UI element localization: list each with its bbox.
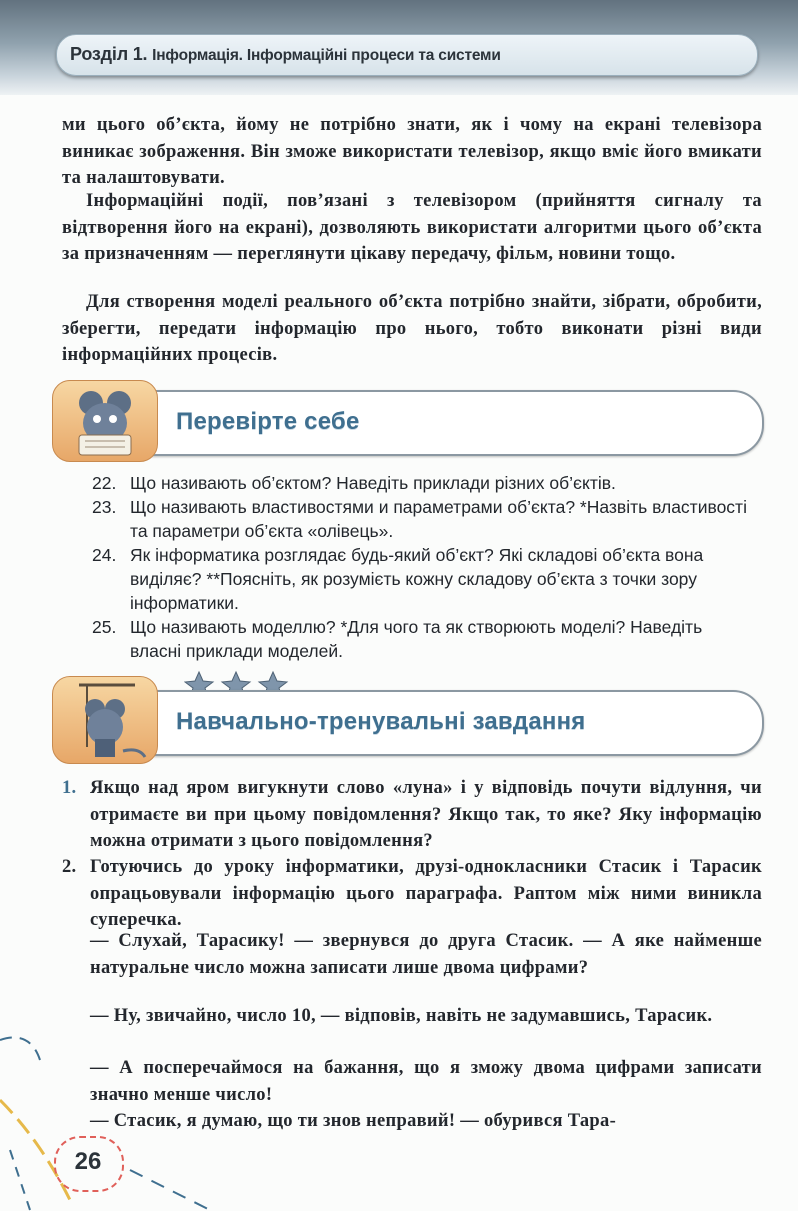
dialogue-line: — Слухай, Тарасику! — звернувся до друга Стасик. — А яке найменше натуральне число можна записати лише двома цифрами? (90, 931, 762, 978)
body-paragraph-2: Інформаційні події, пов’язані з телевізором (прийняття сигналу та відтворення його на екрані), дозволяють використати алгоритми цього об’єкта за призначенням — переглянути цікаву передачу, фільм, новини тощо. (62, 191, 762, 264)
reading-mouse-illustration (52, 380, 158, 462)
task-item (62, 854, 762, 934)
question-item (92, 543, 756, 615)
body-paragraph-1: ми цього об’єкта, йому не потрібно знати, як і чому на екрані телевізора виникає зображення. Він зможе використати телевізор, якщо вміє його вмикати та налаштовувати. (62, 115, 762, 188)
check-questions-list (92, 471, 756, 663)
question-number: 22. (92, 473, 117, 493)
task-text: Готуючись до уроку інформатики, друзі-однокласники Стасик і Тарасик опрацьовували інформацію цього параграфа. Раптом між ними виникла суперечка. (90, 857, 762, 930)
dialogue-line: — Ну, звичайно, число 10, — відповів, навіть не задумавшись, Тарасик. (90, 1006, 713, 1026)
task-item (62, 775, 762, 855)
question-number: 23. (92, 497, 117, 517)
question-item (92, 495, 756, 543)
question-text: Що називають моделлю? *Для чого та як створюють моделі? Наведіть власні приклади моделей. (130, 617, 703, 661)
dialogue-line: — Стасик, я думаю, що ти знов неправий! — обурився Тара- (90, 1111, 617, 1131)
question-item (92, 471, 756, 495)
task-text: Якщо над яром вигукнути слово «луна» і у відповідь почути відлуння, чи отримаєте ви при цьому повідомлення? Якщо так, то яке? Яку інформацію можна отримати з цього повідомлення? (90, 778, 762, 851)
chapter-subtitle: Інформація. Інформаційні процеси та системи (152, 47, 501, 64)
check-section-title: Перевірте себе (176, 408, 360, 435)
chapter-label: Розділ 1. (70, 44, 148, 64)
task-number: 1. (62, 778, 77, 798)
question-item (92, 615, 756, 663)
training-section-title: Навчально-тренувальні завдання (176, 708, 586, 735)
question-number: 24. (92, 545, 117, 565)
page-number: 26 (74, 1148, 102, 1175)
question-text: Що називають об’єктом? Наведіть приклади різних об’єктів. (130, 473, 616, 493)
dialogue-line: — А посперечаймося на бажання, що я зможу двома цифрами записати значно менше число! (90, 1058, 762, 1105)
question-text: Як інформатика розглядає будь-який об’єкт? Які складові об’єкта вона виділяє? **Поясніть, як розумієть кожну складову об’єкта з точки зору інформатики. (130, 545, 704, 613)
task-number: 2. (62, 857, 77, 877)
question-text: Що називають властивостями и параметрами об’єкта? *Назвіть властивості та параметри об’єкта «олівець». (130, 497, 747, 541)
question-number: 25. (92, 617, 117, 637)
chapter-header (70, 41, 501, 67)
body-paragraph-3: Для створення моделі реального об’єкта потрібно знайти, зібрати, обробити, зберегти, передати інформацію про нього, тобто виконати різні види інформаційних процесів. (62, 292, 762, 365)
mouse-at-board-illustration (52, 676, 158, 764)
